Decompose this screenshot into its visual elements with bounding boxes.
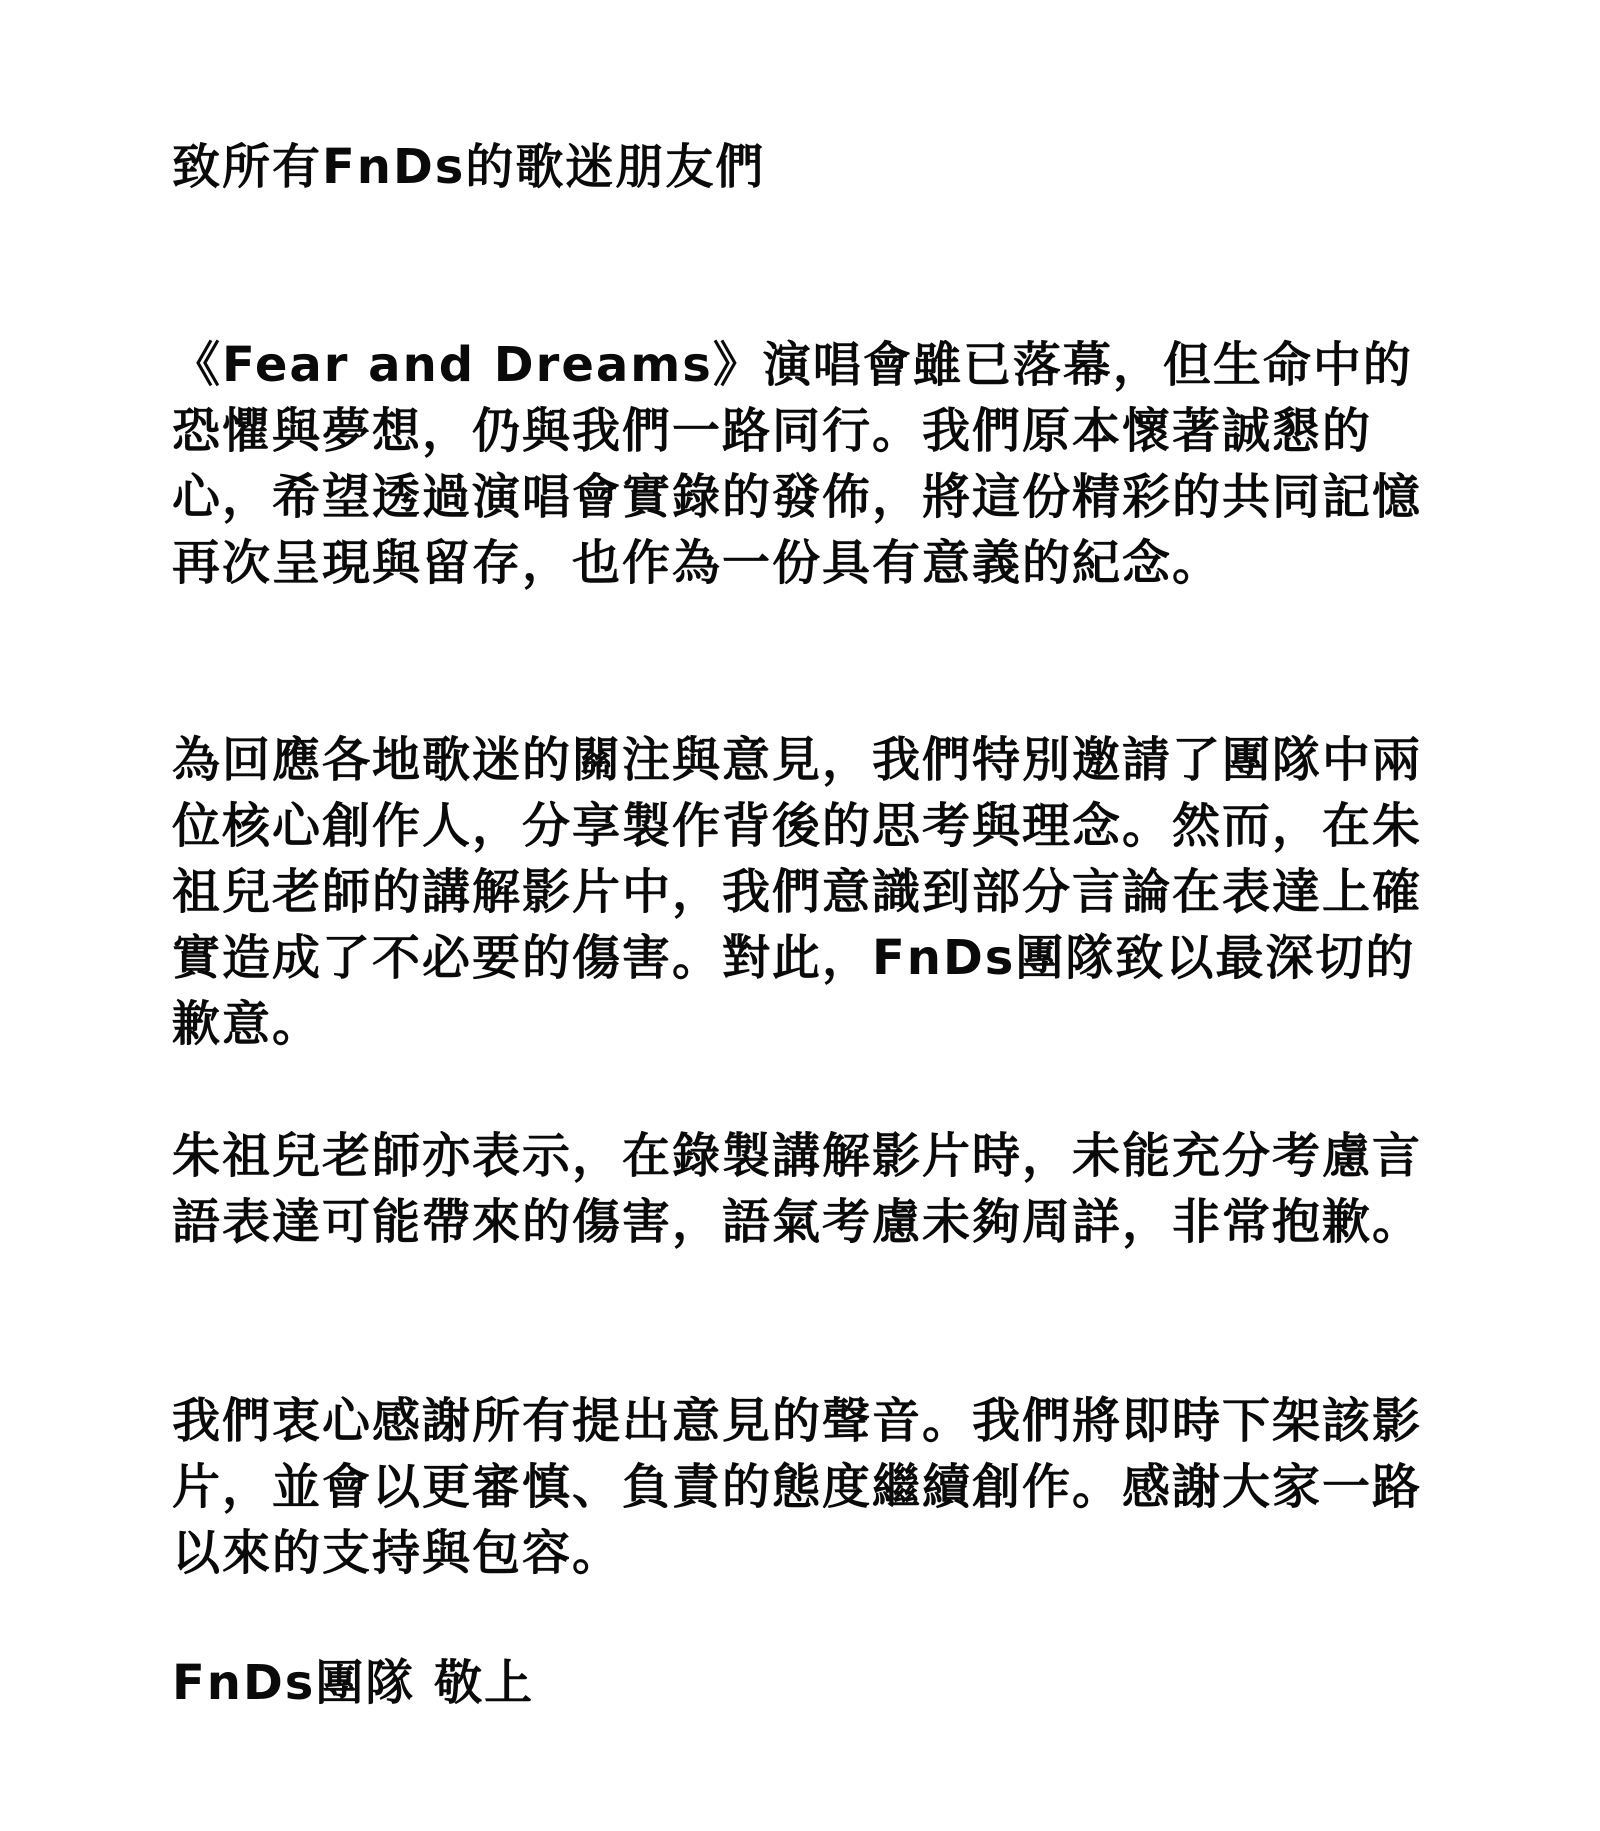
paragraph-apology: 為回應各地歌迷的關注與意見，我們特別邀請了團隊中兩位核心創作人，分享製作背後的思考與理念。然而，在朱祖兒老師的講解影片中，我們意識到部分言論在表達上確實造成了不必要的傷害。對此，FnDs團隊致以最深切的歉意。 — [172, 732, 1423, 1052]
signature: FnDs團隊 敬上 — [172, 1655, 535, 1711]
greeting: 致所有FnDs的歌迷朋友們 — [172, 139, 766, 195]
paragraph-thanks: 我們衷心感謝所有提出意見的聲音。我們將即時下架該影片，並會以更審慎、負責的態度繼續創作。感謝大家一路以來的支持與包容。 — [172, 1393, 1423, 1581]
paragraph-concert-intro: 《Fear and Dreams》演唱會雖已落幕，但生命中的恐懼與夢想，仍與我們一路同行。我們原本懷著誠懇的心，希望透過演唱會實錄的發佈，將這份精彩的共同記憶再次呈現與留存，也作為一份具有意義的紀念。 — [172, 337, 1423, 591]
paragraph-teacher-statement: 朱祖兒老師亦表示，在錄製講解影片時，未能充分考慮言語表達可能帶來的傷害，語氣考慮未夠周詳，非常抱歉。 — [172, 1128, 1423, 1250]
